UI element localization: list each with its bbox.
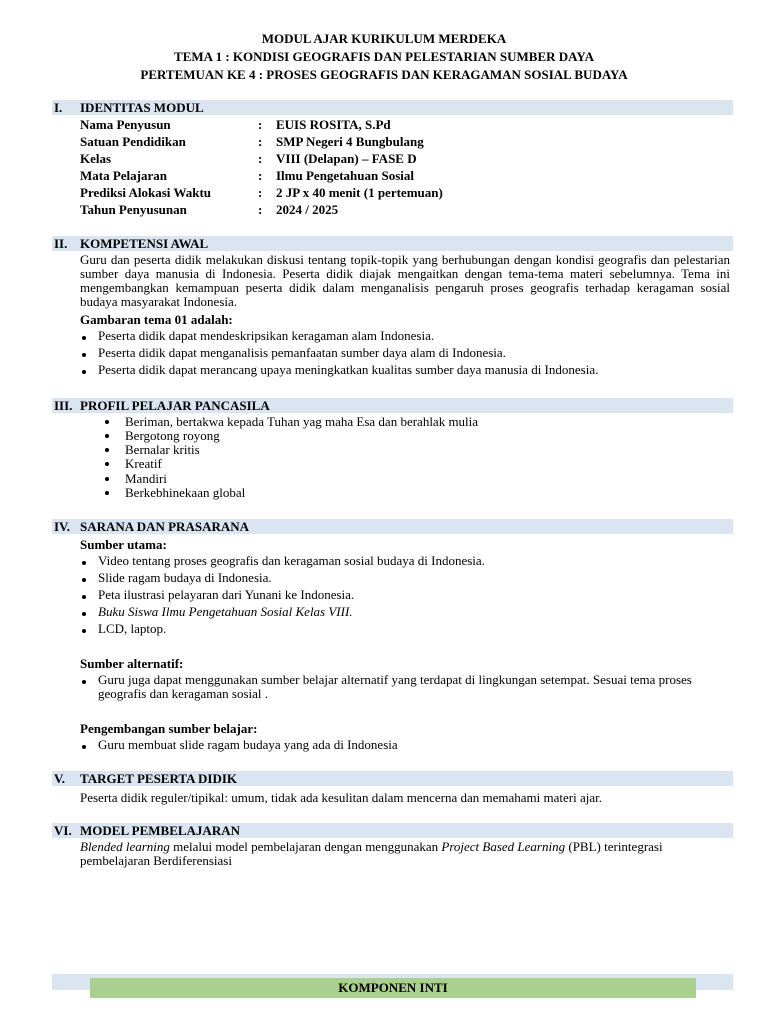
- identitas-colon: :: [258, 168, 263, 183]
- section-number: IV.: [54, 519, 71, 534]
- bullet-icon: [82, 595, 86, 599]
- list-item: Bergotong royong: [125, 428, 220, 443]
- bullet-icon: [82, 353, 86, 357]
- list-item: Peserta didik dapat mendeskripsikan keragaman alam Indonesia.: [98, 328, 435, 343]
- section-number: VI.: [54, 823, 72, 838]
- identitas-value: EUIS ROSITA, S.Pd: [276, 117, 391, 132]
- section-kompetensi-heading: [52, 236, 733, 251]
- bullet-icon: [82, 370, 86, 374]
- section-title: MODEL PEMBELAJARAN: [80, 823, 240, 838]
- section-target-heading: [52, 771, 733, 786]
- identitas-value: VIII (Delapan) – FASE D: [276, 151, 417, 166]
- komponen-inti-heading: KOMPONEN INTI: [90, 978, 696, 998]
- identitas-colon: :: [258, 202, 263, 217]
- sumber-alternatif-heading: Sumber alternatif:: [80, 656, 184, 671]
- bullet-icon: [105, 491, 109, 495]
- bullet-icon: [105, 434, 109, 438]
- section-identitas-heading: [52, 100, 733, 115]
- identitas-colon: :: [258, 117, 263, 132]
- section-number: I.: [54, 100, 63, 115]
- bullet-icon: [105, 420, 109, 424]
- identitas-value: 2 JP x 40 menit (1 pertemuan): [276, 185, 443, 200]
- list-item: Peserta didik dapat menganalisis pemanfaatan sumber daya alam di Indonesia.: [98, 345, 506, 360]
- identitas-label: Prediksi Alokasi Waktu: [80, 185, 212, 200]
- list-item: LCD, laptop.: [98, 621, 167, 636]
- list-item: Peta ilustrasi pelayaran dari Yunani ke Indonesia.: [98, 587, 355, 602]
- model-italic-blended: Blended learning: [80, 839, 170, 854]
- section-title: IDENTITAS MODUL: [80, 100, 204, 115]
- bullet-icon: [82, 578, 86, 582]
- section-number: V.: [54, 771, 65, 786]
- kompetensi-paragraph: Guru dan peserta didik melakukan diskusi tentang topik-topik yang berhubungan dengan kondisi geografis dan pelestarian sumber daya manusia di Indonesia. Peserta didik diajak mengaitkan dengan tema-tema materi sebelumnya. Tema ini mengembangkan kemampuan peserta didik dalam menganalisis pengaruh proses geografis terhadap keragaman sosial budaya masyarakat Indonesia.: [80, 252, 730, 309]
- list-item: Berkebhinekaan global: [125, 485, 246, 500]
- identitas-colon: :: [258, 151, 263, 166]
- header-meeting: PERTEMUAN KE 4 : PROSES GEOGRAFIS DAN KERAGAMAN SOSIAL BUDAYA: [140, 67, 628, 82]
- identitas-label: Mata Pelajaran: [80, 168, 168, 183]
- identitas-value: Ilmu Pengetahuan Sosial: [276, 168, 414, 183]
- identitas-colon: :: [258, 185, 263, 200]
- header-title: MODUL AJAR KURIKULUM MERDEKA: [261, 31, 507, 46]
- section-title: TARGET PESERTA DIDIK: [80, 771, 238, 786]
- list-item: Mandiri: [125, 471, 167, 486]
- gambaran-heading: Gambaran tema 01 adalah:: [80, 312, 233, 327]
- identitas-value: SMP Negeri 4 Bungbulang: [276, 134, 424, 149]
- bullet-icon: [82, 680, 86, 684]
- bullet-icon: [105, 462, 109, 466]
- model-paragraph: [80, 840, 730, 868]
- list-item: Beriman, bertakwa kepada Tuhan yag maha Esa dan berahlak mulia: [125, 414, 479, 429]
- target-text: Peserta didik reguler/tipikal: umum, tidak ada kesulitan dalam mencerna dan memahami materi ajar.: [80, 790, 602, 805]
- list-item: Peserta didik dapat merancang upaya meningkatkan kualitas sumber daya manusia di Indonesia.: [98, 362, 599, 377]
- bullet-icon: [105, 477, 109, 481]
- identitas-label: Kelas: [80, 151, 112, 166]
- list-item: Slide ragam budaya di Indonesia.: [98, 570, 272, 585]
- section-sarana-heading: [52, 519, 733, 534]
- identitas-label: Nama Penyusun: [80, 117, 171, 132]
- list-item: Kreatif: [125, 456, 162, 471]
- section-number: II.: [54, 236, 68, 251]
- bullet-icon: [82, 561, 86, 565]
- list-item: Buku Siswa Ilmu Pengetahuan Sosial Kelas VIII.: [98, 604, 353, 619]
- list-item: Guru membuat slide ragam budaya yang ada di Indonesia: [98, 737, 398, 752]
- bullet-icon: [82, 745, 86, 749]
- header-theme: TEMA 1 : KONDISI GEOGRAFIS DAN PELESTARIAN SUMBER DAYA: [174, 49, 594, 64]
- identitas-label: Tahun Penyusunan: [80, 202, 187, 217]
- list-item: Video tentang proses geografis dan keragaman sosial budaya di Indonesia.: [98, 553, 485, 568]
- bullet-icon: [82, 336, 86, 340]
- model-text-part2: (PBL) terintegrasi pembelajaran Berdiferensiasi: [80, 839, 663, 868]
- list-item: Guru juga dapat menggunakan sumber belajar alternatif yang terdapat di lingkungan setempat. Sesuai tema proses geografis dan keragaman sosial .: [98, 672, 692, 701]
- section-title: SARANA DAN PRASARANA: [80, 519, 250, 534]
- section-title: KOMPETENSI AWAL: [80, 236, 209, 251]
- list-item: Bernalar kritis: [125, 442, 200, 457]
- bullet-icon: [82, 612, 86, 616]
- model-italic-pbl: Project Based Learning: [441, 839, 566, 854]
- pengembangan-heading: Pengembangan sumber belajar:: [80, 721, 258, 736]
- section-profil-heading: [52, 398, 733, 413]
- identitas-value: 2024 / 2025: [276, 202, 339, 217]
- identitas-label: Satuan Pendidikan: [80, 134, 186, 149]
- sumber-utama-heading: Sumber utama:: [80, 537, 167, 552]
- bullet-icon: [105, 448, 109, 452]
- model-text-part1: melalui model pembelajaran dengan menggunakan: [169, 839, 442, 854]
- section-title: PROFIL PELAJAR PANCASILA: [80, 398, 270, 413]
- bullet-icon: [82, 629, 86, 633]
- identitas-colon: :: [258, 134, 263, 149]
- section-number: III.: [54, 398, 73, 413]
- section-model-heading: [52, 823, 733, 838]
- document-header: [0, 30, 768, 84]
